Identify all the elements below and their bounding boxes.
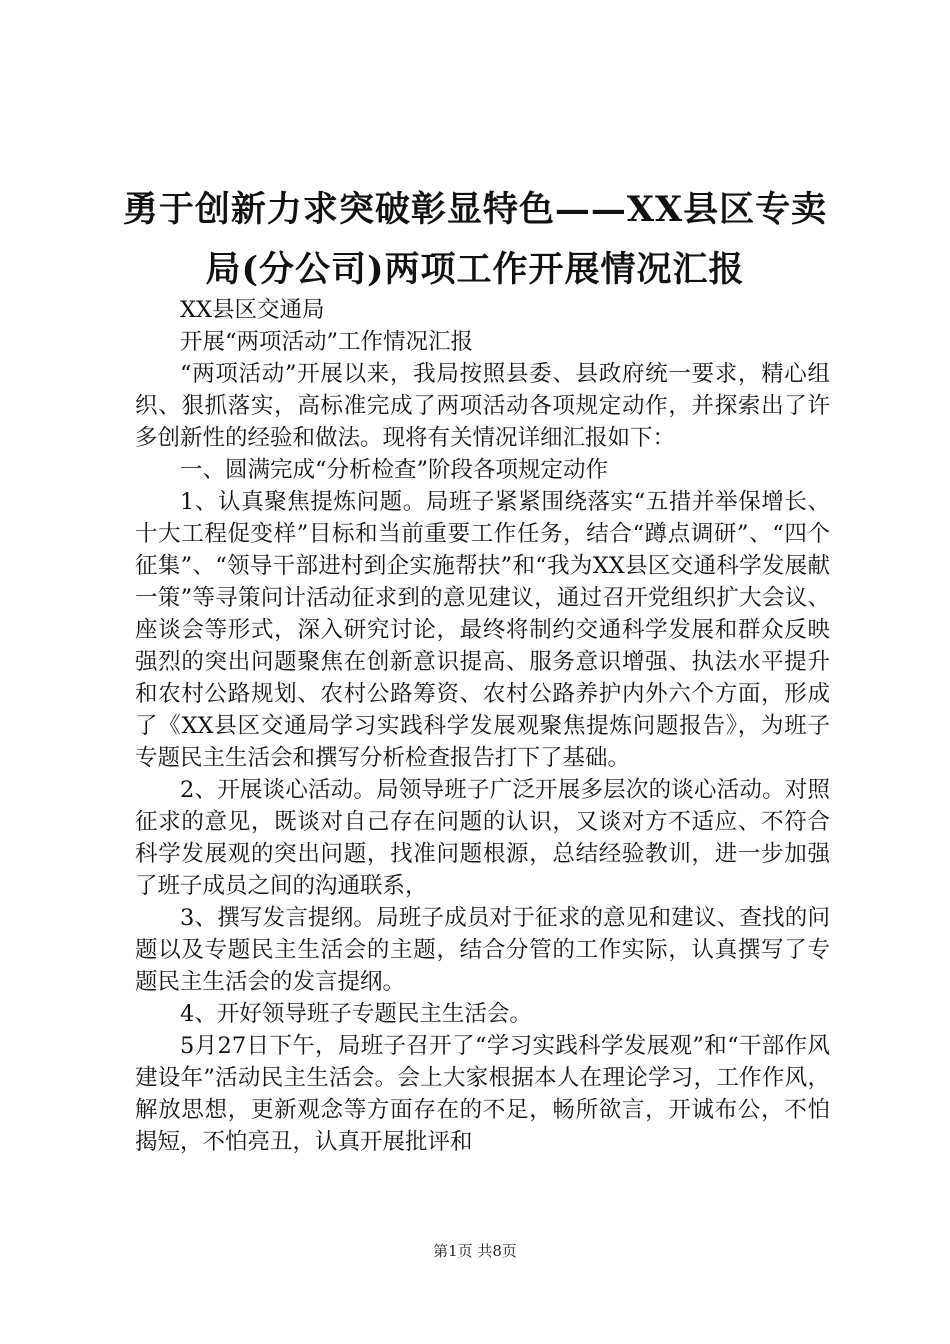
body-paragraph: 开展“两项活动”工作情况汇报	[180, 329, 474, 355]
document-title-line-2: 局(分公司)两项工作开展情况汇报	[205, 249, 745, 290]
body-paragraph: 一、圆满完成“分析检查”阶段各项规定动作	[180, 457, 609, 483]
page-footer: 第1页 共8页	[433, 1242, 517, 1260]
body-paragraph: 5月27日下午，局班子召开了“学习实践科学发展观”和“干部作风建设年”活动民主生活会。会上大家根据本人在理论学习，工作作风，解放思想，更新观念等方面存在的不足，畅所欲言，开诚布公，不怕揭短，不怕亮丑，认真开展批评和	[135, 1033, 830, 1155]
body-paragraph: “两项活动”开展以来，我局按照县委、县政府统一要求，精心组织、狠抓落实，高标准完成了两项活动各项规定动作，并探索出了许多创新性的经验和做法。现将有关情况详细汇报如下：	[135, 361, 830, 451]
body-paragraph: XX县区交通局	[180, 297, 325, 323]
body-paragraph: 4、开好领导班子专题民主生活会。	[180, 1001, 532, 1027]
document-title-line-1: 勇于创新力求突破彰显特色——XX县区专卖	[122, 189, 828, 230]
body-paragraph: 3、撰写发言提纲。局班子成员对于征求的意见和建议、查找的问题以及专题民主生活会的主题，结合分管的工作实际，认真撰写了专题民主生活会的发言提纲。	[135, 905, 830, 995]
body-paragraph: 1、认真聚焦提炼问题。局班子紧紧围绕落实“五措并举保增长、十大工程促变样”目标和当前重要工作任务，结合“蹲点调研”、“四个征集”、“领导干部进村到企实施帮扶”和“我为XX县区交通科学发展献一策”等寻策问计活动征求到的意见建议，通过召开党组织扩大会议、座谈会等形式，深入研究讨论，最终将制约交通科学发展和群众反映强烈的突出问题聚焦在创新意识提高、服务意识增强、执法水平提升和农村公路规划、农村公路筹资、农村公路养护内外六个方面，形成了《XX县区交通局学习实践科学发展观聚焦提炼问题报告》，为班子专题民主生活会和撰写分析检查报告打下了基础。	[135, 489, 830, 771]
document-body	[135, 294, 830, 1158]
body-paragraph: 2、开展谈心活动。局领导班子广泛开展多层次的谈心活动。对照征求的意见，既谈对自己存在问题的认识，又谈对方不适应、不符合科学发展观的突出问题，找准问题根源，总结经验教训，进一步加强了班子成员之间的沟通联系，	[135, 777, 830, 899]
